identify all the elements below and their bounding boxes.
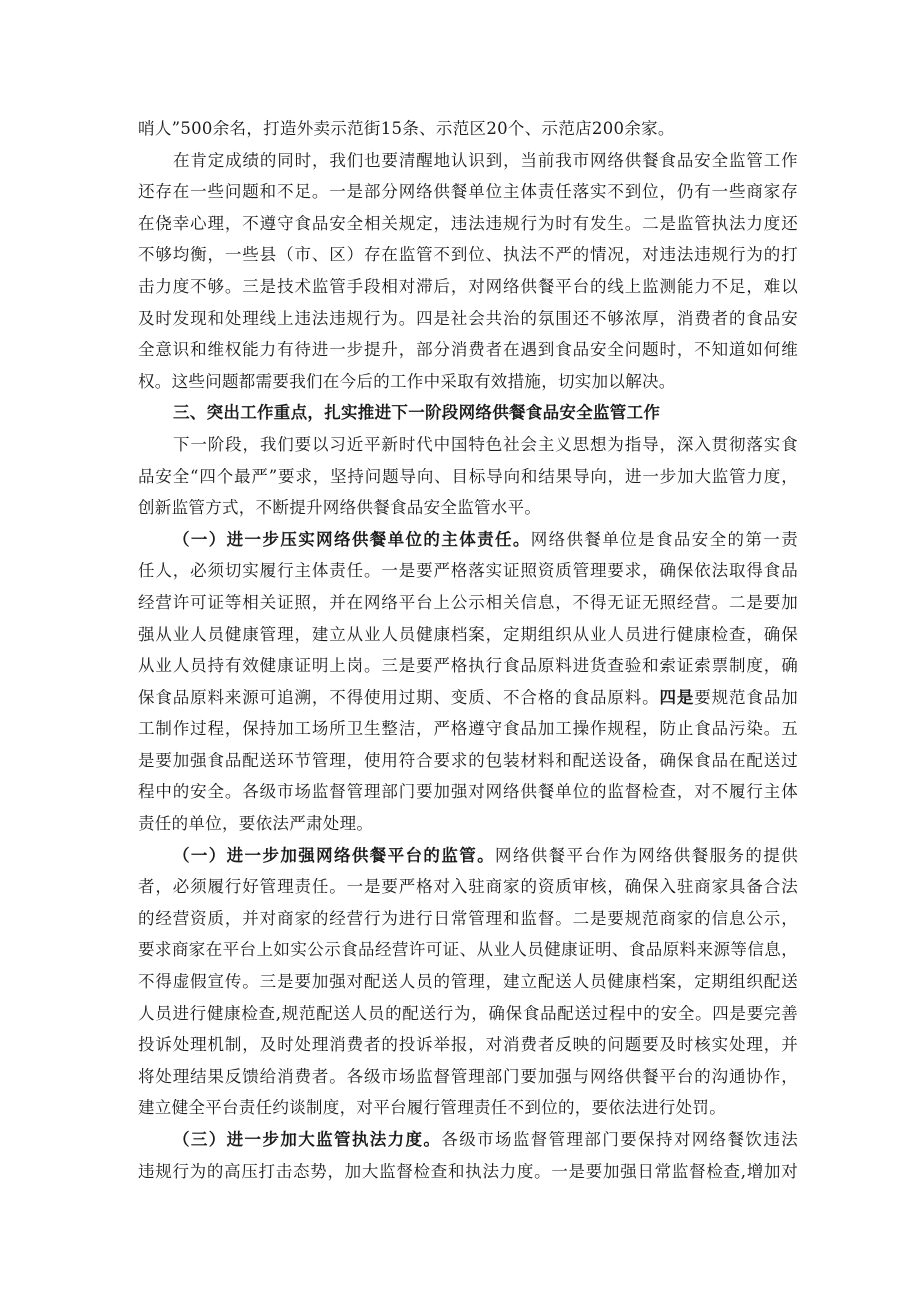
paragraph-text: 要规范食品加 bbox=[694, 687, 798, 707]
paragraph-line: 还存在一些问题和不足。一是部分网络供餐单位主体责任落实不到位，仍有一些商家存 bbox=[138, 182, 798, 202]
paragraph-line: 工制作过程，保持加工场所卫生整洁，严格遵守食品加工操作规程，防止食品污染。五 bbox=[138, 719, 798, 739]
paragraph-line: 强从业人员健康管理，建立从业人员健康档案，定期组织从业人员进行健康检查，确保 bbox=[138, 624, 798, 644]
subsection-heading: （三）进一步加大监管执法力度。 bbox=[173, 1130, 442, 1149]
paragraph-text: 网络供餐单位是食品安全的第一责 bbox=[530, 529, 799, 549]
subsection-heading: （一）进一步压实网络供餐单位的主体责任。 bbox=[173, 529, 531, 549]
paragraph-line: 权。这些问题都需要我们在今后的工作中采取有效措施，切实加以解决。 bbox=[138, 371, 676, 391]
paragraph-line: 将处理结果反馈给消费者。各级市场监督管理部门要加强与网络供餐平台的沟通协作， bbox=[138, 1066, 798, 1086]
paragraph-line: 程中的安全。各级市场监督管理部门要加强对网络供餐单位的监督检查，对不履行主体 bbox=[138, 782, 798, 802]
paragraph-line: 违规行为的高压打击态势，加大监督检查和执法力度。一是要加强日常监督检查,增加对 bbox=[138, 1161, 798, 1181]
document-page bbox=[138, 113, 798, 1187]
paragraph-line: 任人，必须切实履行主体责任。一是要严格落实证照资质管理要求，确保依法取得食品 bbox=[138, 561, 798, 581]
paragraph-line: 从业人员持有效健康证明上岗。三是要严格执行食品原料进货查验和索证索票制度，确 bbox=[138, 656, 798, 676]
paragraph-line: 下一阶段，我们要以习近平新时代中国特色社会主义思想为指导，深入贯彻落实食 bbox=[173, 434, 798, 454]
paragraph-text: 网络供餐平台作为网络供餐服务的提供 bbox=[494, 845, 798, 865]
emphasis-text: 四是 bbox=[659, 687, 695, 707]
paragraph-line: 哨人”500余名，打造外卖示范街15条、示范区20个、示范店200余家。 bbox=[138, 119, 675, 138]
section-heading: 三、突出工作重点，扎实推进下一阶段网络供餐食品安全监管工作 bbox=[173, 403, 661, 423]
paragraph-line: 人员进行健康检查,规范配送人员的配送行为，确保食品配送过程中的安全。四是要完善 bbox=[138, 1003, 798, 1023]
paragraph-line: 责任的单位，要依法严肃处理。 bbox=[138, 814, 374, 834]
paragraph-text: 保食品原料来源可追溯，不得使用过期、变质、不合格的食品原料。 bbox=[138, 687, 660, 707]
paragraph-line bbox=[138, 524, 798, 556]
paragraph-line bbox=[138, 682, 798, 714]
paragraph-line: 的经营资质，并对商家的经营行为进行日常管理和监督。二是要规范商家的信息公示， bbox=[138, 908, 798, 928]
paragraph-line: 创新监管方式，不断提升网络供餐食品安全监管水平。 bbox=[138, 498, 542, 518]
paragraph-line: 建立健全平台责任约谈制度，对平台履行管理责任不到位的，要依法进行处罚。 bbox=[138, 1098, 726, 1118]
paragraph-line: 者，必须履行好管理责任。一是要严格对入驻商家的资质审核，确保入驻商家具备合法 bbox=[138, 877, 798, 897]
paragraph-text: 各级市场监督管理部门要保持对网络餐饮违法 bbox=[441, 1130, 799, 1149]
paragraph-line: 及时发现和处理线上违法违规行为。四是社会共治的氛围还不够浓厚，消费者的食品安 bbox=[138, 308, 798, 328]
paragraph-line: 投诉处理机制，及时处理消费者的投诉举报，对消费者反映的问题要及时核实处理，并 bbox=[138, 1035, 798, 1055]
paragraph-line: 在侥幸心理，不遵守食品安全相关规定，违法违规行为时有发生。二是监管执法力度还 bbox=[138, 213, 798, 233]
paragraph-line: 不够均衡，一些县（市、区）存在监管不到位、执法不严的情况，对违法违规行为的打 bbox=[138, 245, 798, 265]
paragraph-line: 在肯定成绩的同时，我们也要清醒地认识到，当前我市网络供餐食品安全监管工作 bbox=[173, 150, 798, 170]
paragraph-line: 品安全“四个最严”要求，坚持问题导向、目标导向和结果导向，进一步加大监管力度， bbox=[138, 466, 798, 486]
paragraph-line: 要求商家在平台上如实公示食品经营许可证、从业人员健康证明、食品原料来源等信息， bbox=[138, 940, 798, 960]
paragraph-line: 不得虚假宣传。三是要加强对配送人员的管理，建立配送人员健康档案，定期组织配送 bbox=[138, 972, 798, 992]
paragraph-line: 经营许可证等相关证照，并在网络平台上公示相关信息，不得无证无照经营。二是要加 bbox=[138, 592, 798, 612]
paragraph-line: 是要加强食品配送环节管理，使用符合要求的包装材料和配送设备，确保食品在配送过 bbox=[138, 750, 798, 770]
paragraph-line: 击力度不够。三是技术监管手段相对滞后，对网络供餐平台的线上监测能力不足，难以 bbox=[138, 276, 798, 296]
paragraph-line: 全意识和维权能力有待进一步提升，部分消费者在遇到食品安全问题时，不知道如何维 bbox=[138, 340, 798, 360]
paragraph-line bbox=[138, 840, 798, 872]
paragraph-line bbox=[138, 1124, 798, 1156]
subsection-heading: （一）进一步加强网络供餐平台的监管。 bbox=[173, 845, 495, 865]
